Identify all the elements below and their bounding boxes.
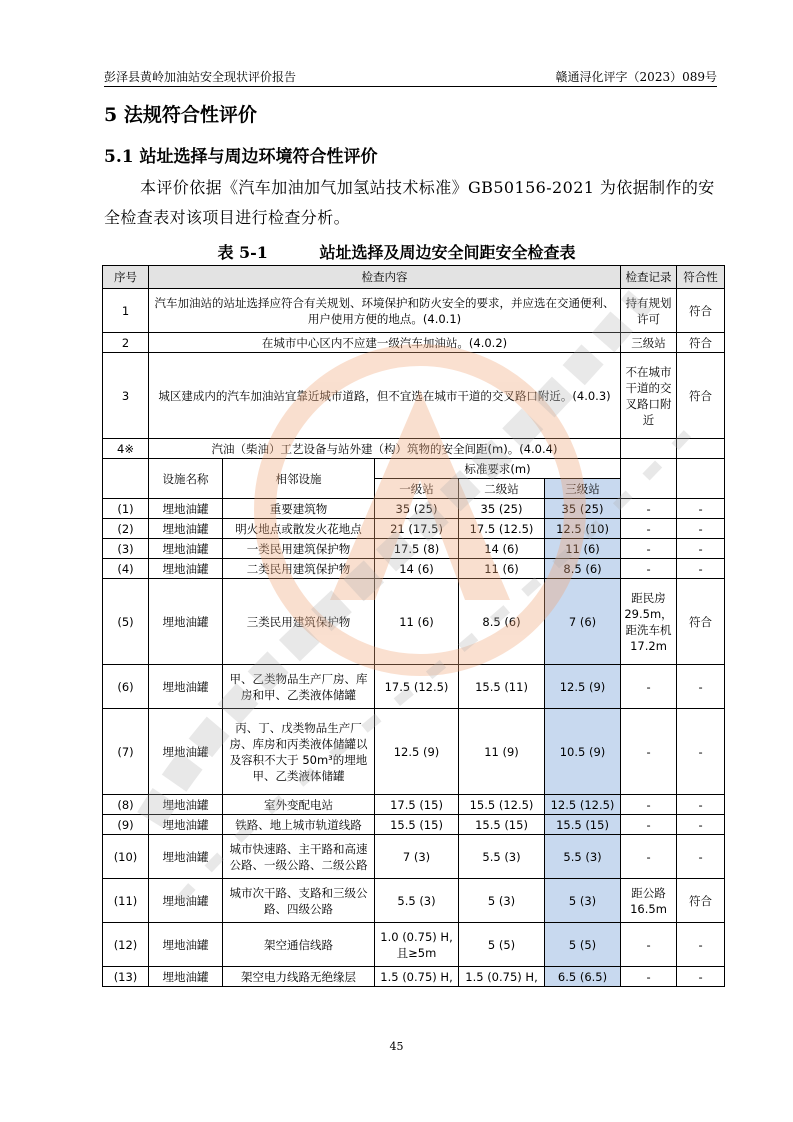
row-record: -: [621, 795, 677, 815]
subheader-blank: [103, 459, 149, 499]
row-index: (1): [103, 499, 149, 519]
row-index: (4): [103, 559, 149, 579]
row-adjacent: 明火地点或散发火花地点: [223, 519, 375, 539]
distance-rows: [103, 499, 725, 987]
row-level3: 6.5 (6.5): [545, 967, 621, 987]
row-record: -: [621, 539, 677, 559]
row-level1: 12.5 (9): [375, 709, 459, 795]
row-content: 城区建成内的汽车加油站宜靠近城市道路，但不宜选在城市干道的交叉路口附近。(4.0.3): [149, 353, 621, 439]
row-level3: 5 (5): [545, 923, 621, 967]
row-index: (11): [103, 879, 149, 923]
safety-checklist-table: [102, 265, 725, 987]
table-row: [103, 879, 725, 923]
subheader-result-blank: [677, 459, 725, 499]
row-content: 在城市中心区内不应建一级汽车加油站。(4.0.2): [149, 333, 621, 353]
row-level3: 10.5 (9): [545, 709, 621, 795]
row-record: 距民房29.5m，距洗车机17.2m: [621, 579, 677, 665]
row-level3: 5.5 (3): [545, 835, 621, 879]
table-row: [103, 353, 725, 439]
table-row: [103, 835, 725, 879]
row-record: 持有规划许可: [621, 289, 677, 333]
row-record: 不在城市干道的交叉路口附近: [621, 353, 677, 439]
row-level3: 15.5 (15): [545, 815, 621, 835]
row-record: -: [621, 923, 677, 967]
row-level1: 1.0 (0.75) H,且≥5m: [375, 923, 459, 967]
row-facility: 埋地油罐: [149, 879, 223, 923]
row-facility: 埋地油罐: [149, 539, 223, 559]
table-number: 表 5-1: [217, 243, 268, 262]
table-row: [103, 499, 725, 519]
row-level2: 5 (5): [459, 923, 545, 967]
table-row: [103, 665, 725, 709]
row-record: 三级站: [621, 333, 677, 353]
row-adjacent: 甲、乙类物品生产厂房、库房和甲、乙类液体储罐: [223, 665, 375, 709]
row-record: -: [621, 709, 677, 795]
row-record: -: [621, 835, 677, 879]
row-level2: 5 (3): [459, 879, 545, 923]
header-result: 符合性: [677, 266, 725, 289]
row-index: (2): [103, 519, 149, 539]
row-level2: 1.5 (0.75) H,: [459, 967, 545, 987]
row-level2: 15.5 (15): [459, 815, 545, 835]
row-index: (3): [103, 539, 149, 559]
row-record: -: [621, 559, 677, 579]
row-adjacent: 一类民用建筑保护物: [223, 539, 375, 559]
page-header: [104, 68, 717, 87]
table-row: [103, 539, 725, 559]
row-level3: 35 (25): [545, 499, 621, 519]
row-level2: 11 (6): [459, 559, 545, 579]
table-row: [103, 923, 725, 967]
row-level2: 35 (25): [459, 499, 545, 519]
row-facility: 埋地油罐: [149, 499, 223, 519]
row-result: -: [677, 815, 725, 835]
subheader-row: [103, 459, 725, 479]
table-row: [103, 795, 725, 815]
row-level2: 8.5 (6): [459, 579, 545, 665]
row-content: 汽车加油站的站址选择应符合有关规划、环境保护和防火安全的要求，并应选在交通便利、用户使用方便的地点。(4.0.1): [149, 289, 621, 333]
row-level3: 12.5 (12.5): [545, 795, 621, 815]
row-level1: 35 (25): [375, 499, 459, 519]
row-index: (6): [103, 665, 149, 709]
table-caption: [0, 240, 793, 263]
row-result: -: [677, 665, 725, 709]
row-level3: 12.5 (10): [545, 519, 621, 539]
row-index: (7): [103, 709, 149, 795]
row-record: -: [621, 815, 677, 835]
row-adjacent: 二类民用建筑保护物: [223, 559, 375, 579]
row-adjacent: 铁路、地上城市轨道线路: [223, 815, 375, 835]
row-result: -: [677, 923, 725, 967]
row-level2: 14 (6): [459, 539, 545, 559]
row-result: 符合: [677, 289, 725, 333]
table-row: [103, 815, 725, 835]
subheader-facility: 设施名称: [149, 459, 223, 499]
row-level2: 15.5 (11): [459, 665, 545, 709]
row-level3: 12.5 (9): [545, 665, 621, 709]
row-result: 符合: [677, 333, 725, 353]
subheader-level1: 一级站: [375, 479, 459, 499]
row-result: -: [677, 519, 725, 539]
table-row: [103, 439, 725, 459]
row-result: 符合: [677, 353, 725, 439]
row-facility: 埋地油罐: [149, 835, 223, 879]
row-facility: 埋地油罐: [149, 815, 223, 835]
row-facility: 埋地油罐: [149, 967, 223, 987]
row-facility: 埋地油罐: [149, 795, 223, 815]
row-adjacent: 室外变配电站: [223, 795, 375, 815]
section-title: 5 法规符合性评价: [104, 104, 257, 126]
row-index: (9): [103, 815, 149, 835]
table-row: [103, 559, 725, 579]
header-report-title: 彭泽县黄岭加油站安全现状评价报告: [104, 70, 297, 84]
row-result: -: [677, 835, 725, 879]
row-adjacent: 丙、丁、戊类物品生产厂房、库房和丙类液体储罐以及容积不大于 50m³的埋地甲、乙类液体储罐: [223, 709, 375, 795]
row-index: (13): [103, 967, 149, 987]
row-index: 1: [103, 289, 149, 333]
row-level1: 21 (17.5): [375, 519, 459, 539]
header-index: 序号: [103, 266, 149, 289]
row-result: -: [677, 795, 725, 815]
row-result: 符合: [677, 879, 725, 923]
row-facility: 埋地油罐: [149, 519, 223, 539]
row-index: (8): [103, 795, 149, 815]
subheader-level3: 三级站: [545, 479, 621, 499]
table-row: [103, 333, 725, 353]
row-result: -: [677, 539, 725, 559]
row-adjacent: 三类民用建筑保护物: [223, 579, 375, 665]
row-facility: 埋地油罐: [149, 923, 223, 967]
row-record: 距公路16.5m: [621, 879, 677, 923]
row-level3: 11 (6): [545, 539, 621, 559]
row-facility: 埋地油罐: [149, 579, 223, 665]
row-level1: 17.5 (8): [375, 539, 459, 559]
row-record: [621, 439, 677, 459]
subheader-adjacent: 相邻设施: [223, 459, 375, 499]
row-result: -: [677, 967, 725, 987]
row-index: (5): [103, 579, 149, 665]
table-row: [103, 519, 725, 539]
row-index: 4※: [103, 439, 149, 459]
row-level1: 14 (6): [375, 559, 459, 579]
table-header-row: [103, 266, 725, 289]
row-record: -: [621, 967, 677, 987]
row-level1: 17.5 (15): [375, 795, 459, 815]
intro-paragraph: 本评价依据《汽车加油加气加氢站技术标准》GB50156-2021 为依据制作的安全检查表对该项目进行检查分析。: [104, 178, 715, 227]
row-adjacent: 重要建筑物: [223, 499, 375, 519]
header-content: 检查内容: [149, 266, 621, 289]
page-number: 45: [389, 1040, 404, 1053]
row-level2: 11 (9): [459, 709, 545, 795]
table-title: 站址选择及周边安全间距安全检查表: [319, 243, 576, 262]
header-record: 检查记录: [621, 266, 677, 289]
subheader-standard: 标准要求(m): [375, 459, 621, 479]
row-result: 符合: [677, 579, 725, 665]
subsection-title: 5.1 站址选择与周边环境符合性评价: [104, 147, 378, 167]
row-level2: 15.5 (12.5): [459, 795, 545, 815]
row-index: 3: [103, 353, 149, 439]
row-level1: 17.5 (12.5): [375, 665, 459, 709]
table-row: [103, 579, 725, 665]
row-facility: 埋地油罐: [149, 559, 223, 579]
header-report-number: 赣通浔化评字（2023）089号: [555, 70, 717, 84]
row-adjacent: 城市快速路、主干路和高速公路、一级公路、二级公路: [223, 835, 375, 879]
row-result: -: [677, 709, 725, 795]
row-level2: 17.5 (12.5): [459, 519, 545, 539]
row-index: (10): [103, 835, 149, 879]
row-level2: 5.5 (3): [459, 835, 545, 879]
row-level3: 7 (6): [545, 579, 621, 665]
row-adjacent: 架空通信线路: [223, 923, 375, 967]
row-facility: 埋地油罐: [149, 665, 223, 709]
row-result: -: [677, 559, 725, 579]
subheader-level2: 二级站: [459, 479, 545, 499]
row-result: -: [677, 499, 725, 519]
row-adjacent: 架空电力线路无绝缘层: [223, 967, 375, 987]
row-facility: 埋地油罐: [149, 709, 223, 795]
row-index: 2: [103, 333, 149, 353]
row-record: -: [621, 665, 677, 709]
row-level1: 5.5 (3): [375, 879, 459, 923]
row-content: 汽油（柴油）工艺设备与站外建（构）筑物的安全间距(m)。(4.0.4): [149, 439, 621, 459]
row-level1: 15.5 (15): [375, 815, 459, 835]
row-level3: 8.5 (6): [545, 559, 621, 579]
row-level1: 11 (6): [375, 579, 459, 665]
row-record: -: [621, 519, 677, 539]
row-index: (12): [103, 923, 149, 967]
row-level3: 5 (3): [545, 879, 621, 923]
table-row: [103, 967, 725, 987]
row-adjacent: 城市次干路、支路和三级公路、四级公路: [223, 879, 375, 923]
row-record: -: [621, 499, 677, 519]
table-row: [103, 289, 725, 333]
subheader-record-blank: [621, 459, 677, 499]
row-result: [677, 439, 725, 459]
row-level1: 7 (3): [375, 835, 459, 879]
table-row: [103, 709, 725, 795]
row-level1: 1.5 (0.75) H,: [375, 967, 459, 987]
